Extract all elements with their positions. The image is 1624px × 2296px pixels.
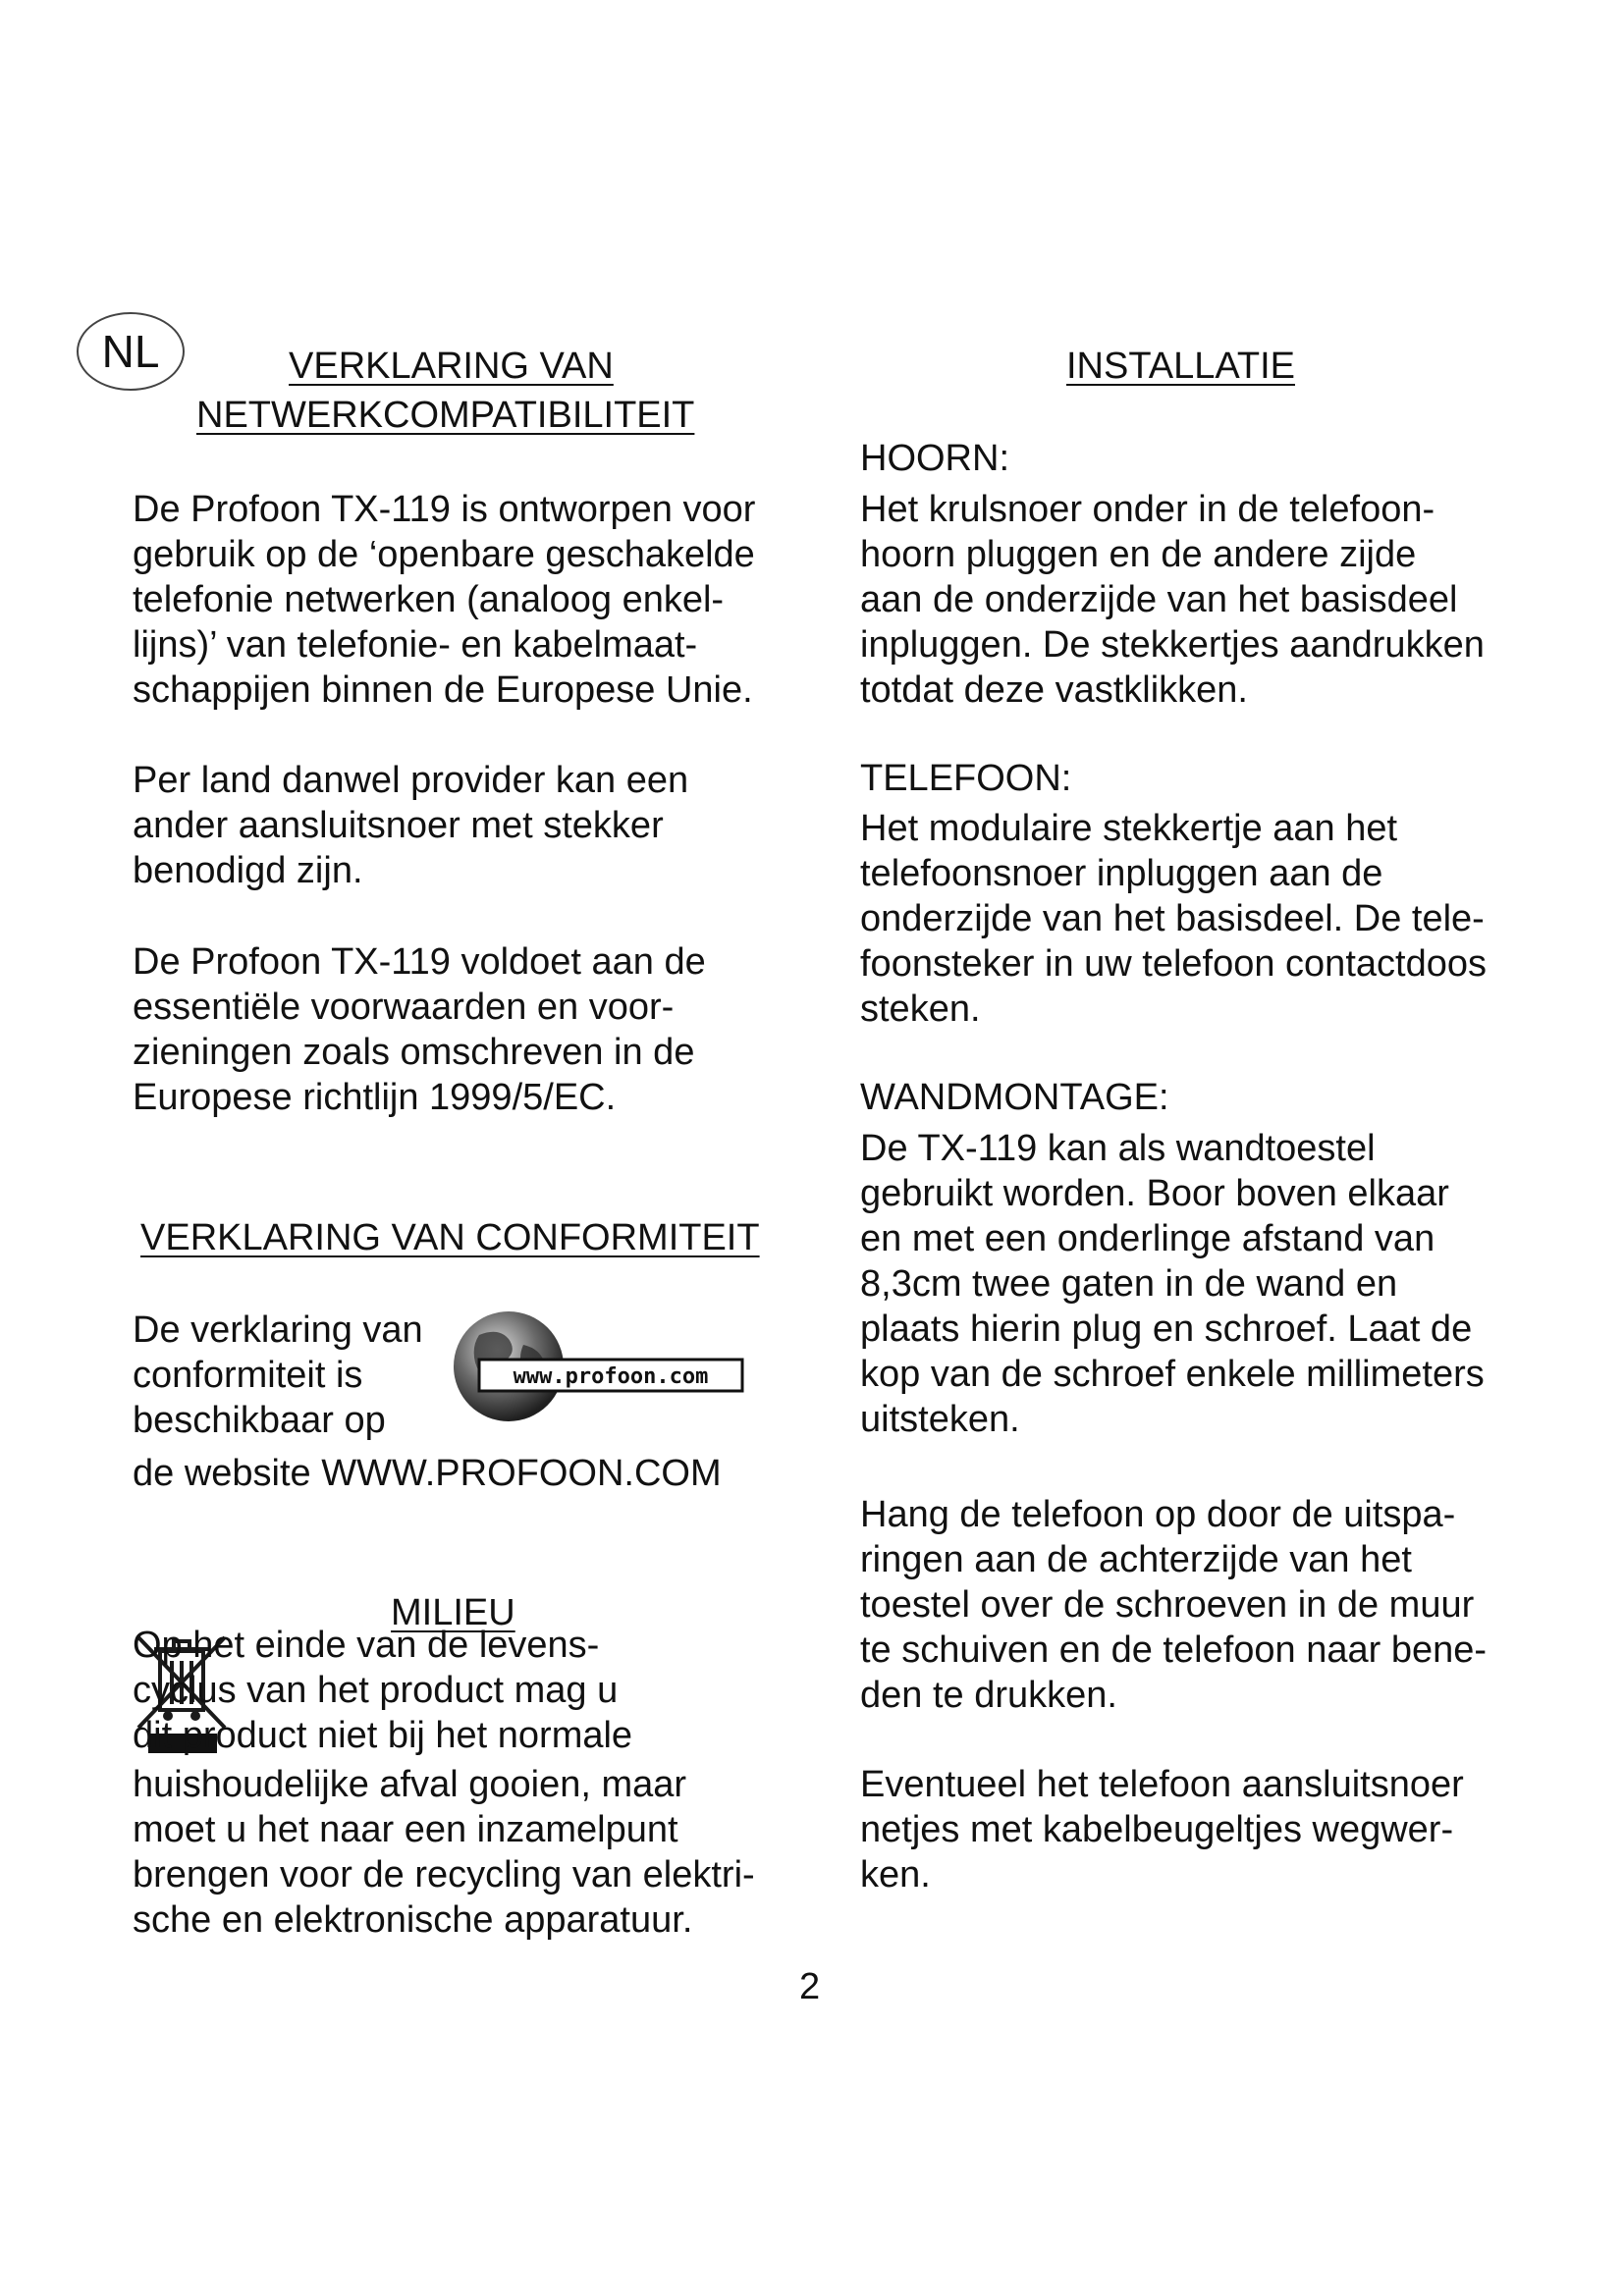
conformity-heading: VERKLARING VAN CONFORMITEIT [140,1217,760,1258]
hoorn-label: HOORN: [860,438,1009,479]
network-paragraph-2: Per land danwel provider kan een ander aansluitsnoer met stekker benodigd zijn. [133,760,689,891]
conformity-website-line: de website WWW.PROFOON.COM [133,1453,722,1494]
telefoon-text: Het modulaire stekkertje aan het telefoonsnoer inpluggen aan de onderzijde van het basisdeel. De tele- foonsteker in uw telefoon contactdoos steken. [860,808,1487,1030]
logo-url-text: www.profoon.com [513,1364,709,1389]
milieu-text-top: Op het einde van de levens- cyclus van het product mag u dit product niet bij het normale [133,1625,633,1756]
language-badge: NL [77,312,185,391]
hoorn-text: Het krulsnoer onder in de telefoon- hoorn pluggen en de andere zijde aan de onderzijde van het basisdeel inpluggen. De stekkertjes aandrukken totdat deze vastklikken. [860,489,1485,711]
network-heading-line2: NETWERKCOMPATIBILITEIT [196,395,695,436]
milieu-text-bottom: huishoudelijke afval gooien, maar moet u het naar een inzamelpunt brengen voor de recycling van elektri- sche en elektronische apparatuur. [133,1764,755,1941]
network-heading-line1: VERKLARING VAN [289,346,614,387]
page-number: 2 [799,1966,821,2007]
wandmontage-label: WANDMONTAGE: [860,1077,1169,1118]
installatie-heading: INSTALLATIE [1066,346,1295,387]
conformity-text: De verklaring van conformiteit is beschikbaar op [133,1309,423,1441]
network-paragraph-3: De Profoon TX-119 voldoet aan de essentiële voorwaarden en voor- zieningen zoals omschreven in de Europese richtlijn 1999/5/EC. [133,941,706,1118]
network-paragraph-1: De Profoon TX-119 is ontworpen voor gebruik op de ‘openbare geschakelde telefonie netwerken (analoog enkel- lijns)’ van telefonie- en kabelmaat- schappijen binnen de Europese Unie. [133,489,756,711]
wandmontage-text: De TX-119 kan als wandtoestel gebruikt worden. Boor boven elkaar en met een onderlinge afstand van 8,3cm twee gaten in de wand en plaats hierin plug en schroef. Laat de kop van de schroef enkele millimeters uitsteken. [860,1128,1485,1440]
milieu-heading: MILIEU [391,1592,515,1633]
profoon-globe-logo [430,1306,764,1443]
telefoon-label: TELEFOON: [860,758,1072,799]
hang-text: Hang de telefoon op door de uitspa- ringen aan de achterzijde van het toestel over de schroeven in de muur te schuiven en de telefoon naar bene- den te drukken. [860,1494,1488,1716]
eventueel-text: Eventueel het telefoon aansluitsnoer netjes met kabelbeugeltjes wegwer- ken. [860,1764,1464,1896]
